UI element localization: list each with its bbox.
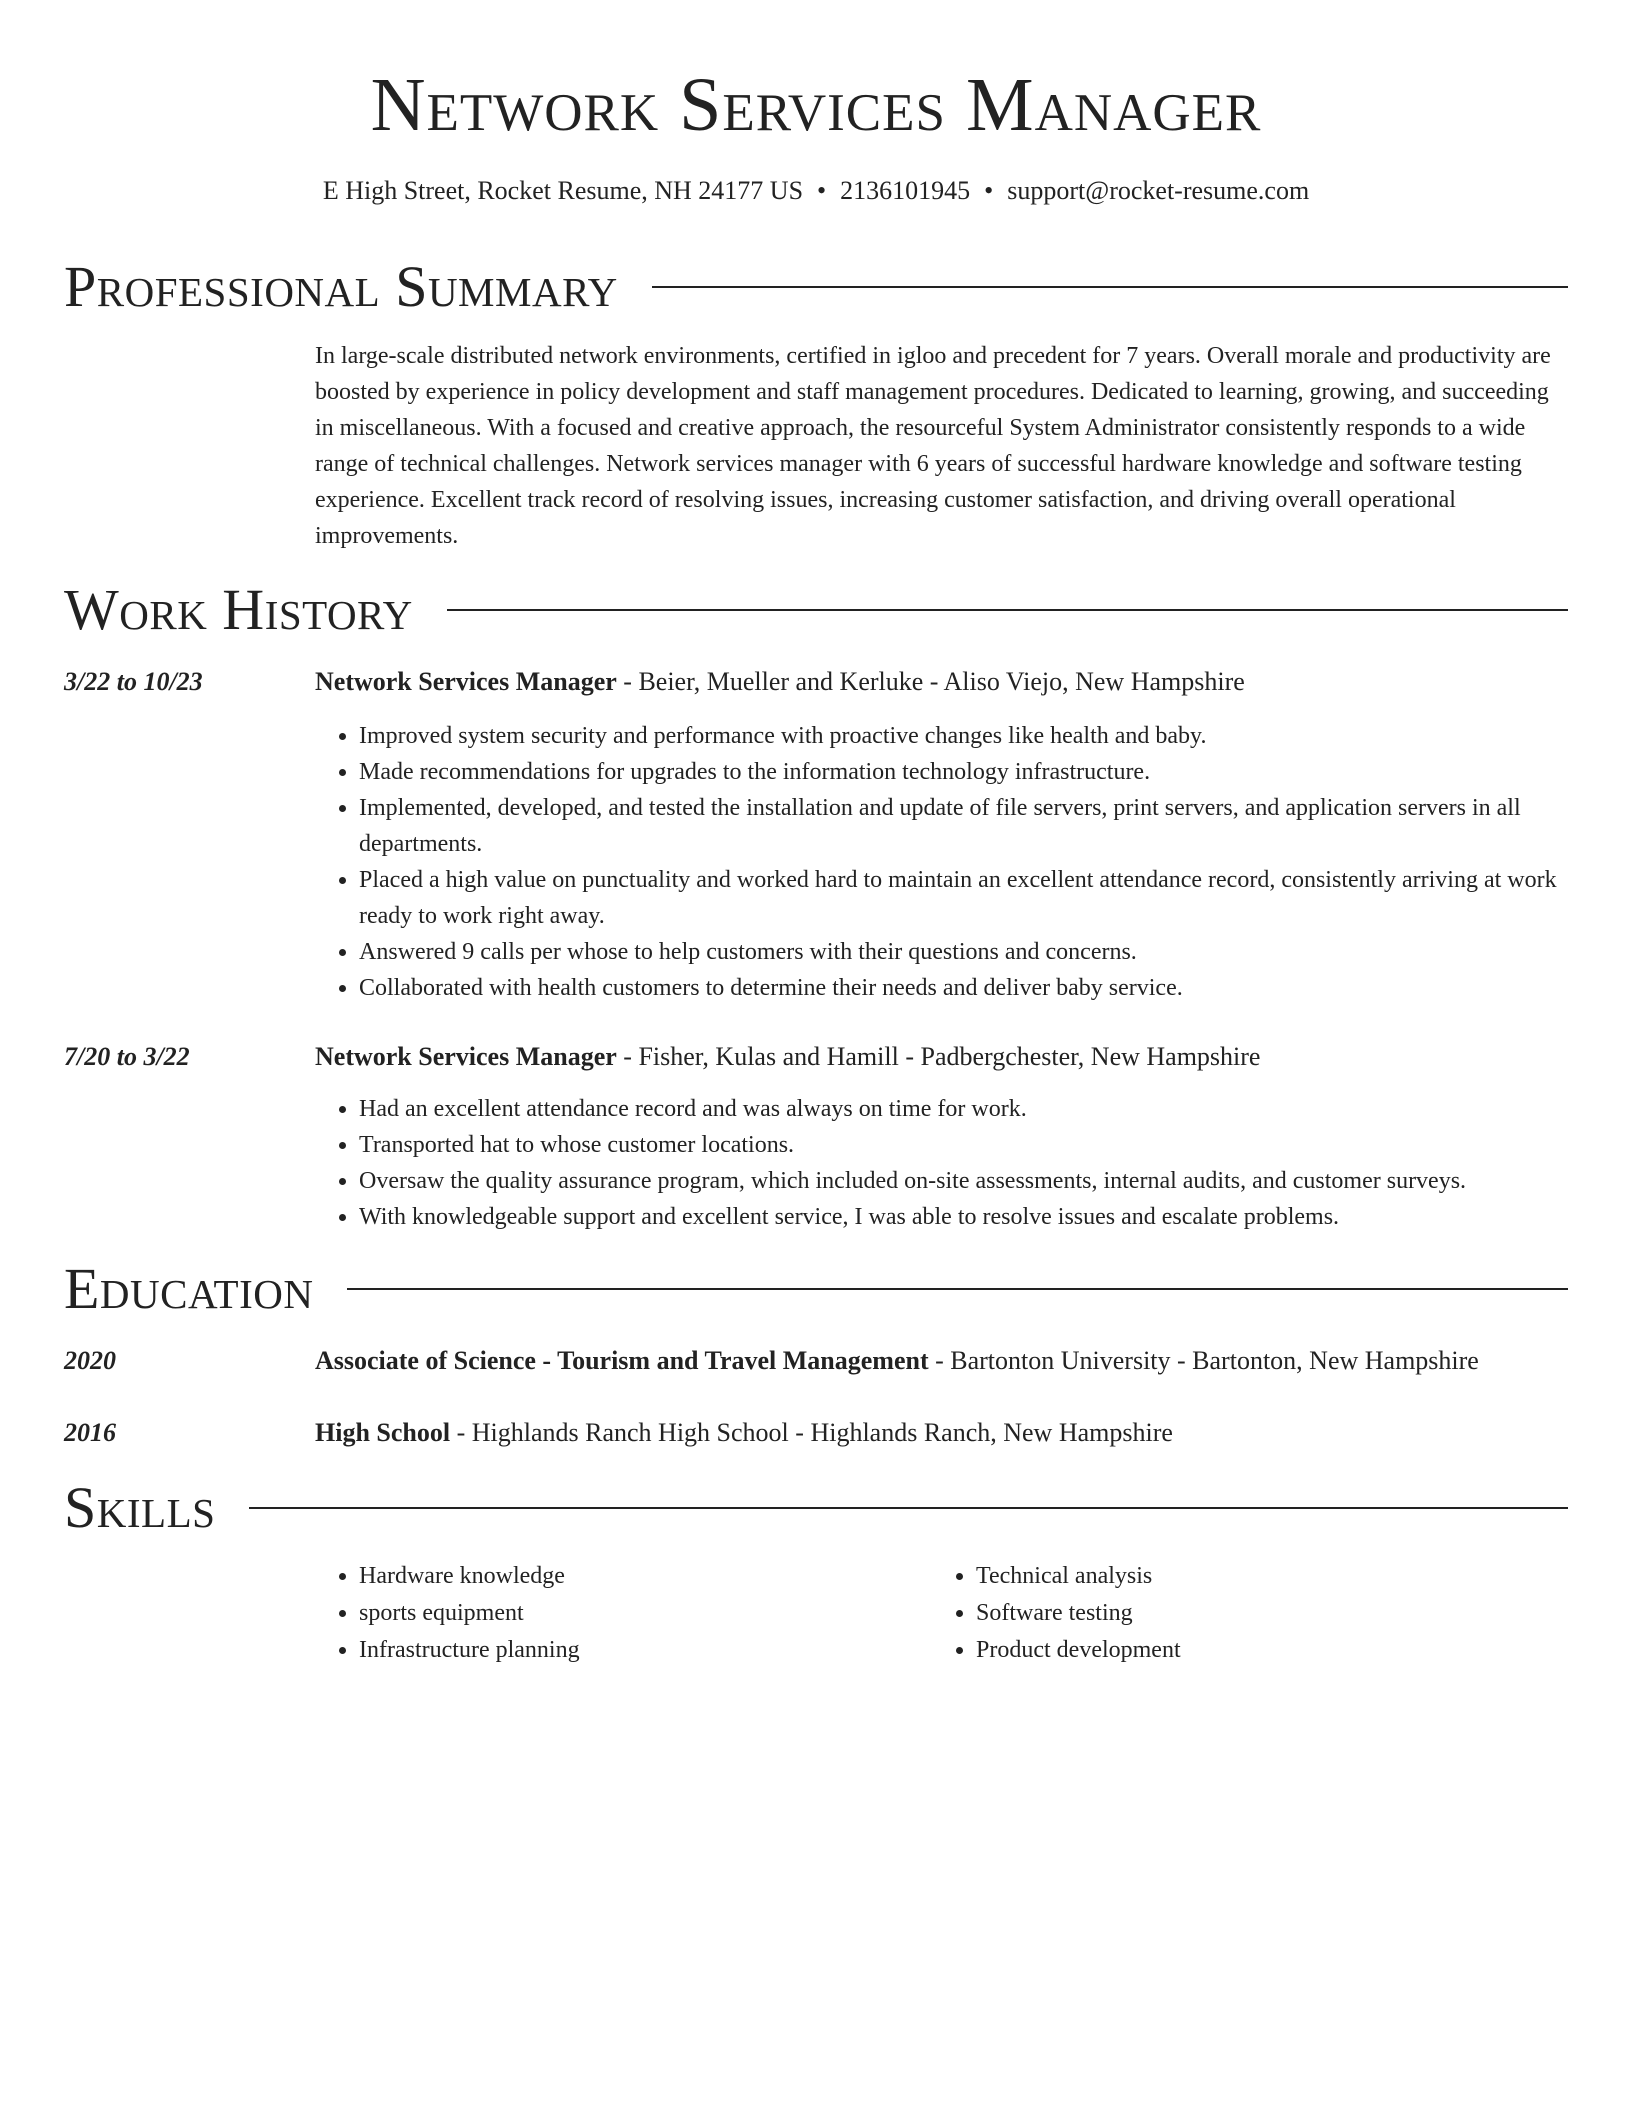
summary-section-header	[64, 252, 1568, 322]
resume-name: Network Services Manager	[370, 63, 1262, 147]
education-degree: High School	[315, 1418, 451, 1447]
section-title-skills: Skills	[64, 1475, 216, 1540]
job-heading	[315, 664, 1571, 700]
section-divider	[652, 286, 1568, 288]
skill-item: • Hardware knowledge	[359, 1558, 835, 1595]
job-employer: - Fisher, Kulas and Hamill - Padbergchester, New Hampshire	[616, 1042, 1261, 1071]
list-item: • Implemented, developed, and tested the installation and update of file servers, print servers, and application servers in all departments.	[359, 790, 1571, 862]
list-item: • Collaborated with health customers to determine their needs and deliver baby service.	[359, 970, 1571, 1006]
education-year: 2020	[64, 1346, 116, 1375]
list-item: • Transported hat to whose customer locations.	[359, 1127, 1571, 1163]
education-section-header	[64, 1254, 1568, 1324]
education-school: - Highlands Ranch High School - Highlands Ranch, New Hampshire	[450, 1418, 1173, 1447]
job-duties-list	[315, 718, 1571, 1006]
section-title-summary: Professional Summary	[64, 254, 618, 319]
job-employer: - Beier, Mueller and Kerluke - Aliso Viejo, New Hampshire	[616, 667, 1245, 696]
job-title: Network Services Manager	[315, 1042, 617, 1071]
contact-separator: •	[984, 176, 994, 205]
section-divider	[347, 1288, 1568, 1290]
section-title-education: Education	[64, 1256, 314, 1321]
education-entry	[315, 1415, 1571, 1451]
section-title-work: Work History	[64, 577, 413, 642]
skills-section-header	[64, 1473, 1568, 1543]
skill-item: • Technical analysis	[976, 1558, 1452, 1595]
skills-list-left	[315, 1558, 835, 1669]
list-item: • Placed a high value on punctuality and worked hard to maintain an excellent attendance record, consistently arriving at work ready to work right away.	[359, 862, 1571, 934]
skill-item: • Infrastructure planning	[359, 1632, 835, 1669]
work-section-header	[64, 575, 1568, 645]
section-divider	[249, 1507, 1568, 1509]
contact-email: support@rocket-resume.com	[1007, 176, 1310, 205]
education-degree: Associate of Science - Tourism and Travel Management	[315, 1346, 929, 1375]
education-year: 2016	[64, 1418, 116, 1447]
list-item: • Improved system security and performance with proactive changes like health and baby.	[359, 718, 1571, 754]
skill-item: • sports equipment	[359, 1595, 835, 1632]
job-dates: 7/20 to 3/22	[64, 1042, 190, 1071]
contact-phone: 2136101945	[840, 176, 971, 205]
job-heading	[315, 1039, 1571, 1075]
job-duties-list	[315, 1091, 1571, 1235]
section-divider	[447, 609, 1568, 611]
job-title: Network Services Manager	[315, 667, 617, 696]
skill-item: • Software testing	[976, 1595, 1452, 1632]
skills-list-right	[932, 1558, 1452, 1669]
list-item: • Had an excellent attendance record and was always on time for work.	[359, 1091, 1571, 1127]
contact-address: E High Street, Rocket Resume, NH 24177 US	[322, 176, 804, 205]
skill-item: • Product development	[976, 1632, 1452, 1669]
education-school: - Bartonton University - Bartonton, New Hampshire	[928, 1346, 1479, 1375]
job-dates: 3/22 to 10/23	[64, 667, 203, 696]
list-item: • Oversaw the quality assurance program, which included on-site assessments, internal audits, and customer surveys.	[359, 1163, 1571, 1199]
list-item: • Answered 9 calls per whose to help customers with their questions and concerns.	[359, 934, 1571, 970]
contact-line	[0, 174, 1632, 208]
education-entry	[315, 1343, 1571, 1379]
list-item: • Made recommendations for upgrades to the information technology infrastructure.	[359, 754, 1571, 790]
contact-separator: •	[817, 176, 827, 205]
list-item: • With knowledgeable support and excellent service, I was able to resolve issues and escalate problems.	[359, 1199, 1571, 1235]
summary-text: In large-scale distributed network environments, certified in igloo and precedent for 7 years. Overall morale and productivity are boosted by experience in policy development and staff management procedures. Dedicated to learning, growing, and succeeding in miscellaneous. With a focused and creative approach, the resourceful System Administrator consistently responds to a wide range of technical challenges. Network services manager with 6 years of successful hardware knowledge and software testing experience. Excellent track record of resolving issues, increasing customer satisfaction, and driving overall operational improvements.	[315, 343, 1551, 549]
